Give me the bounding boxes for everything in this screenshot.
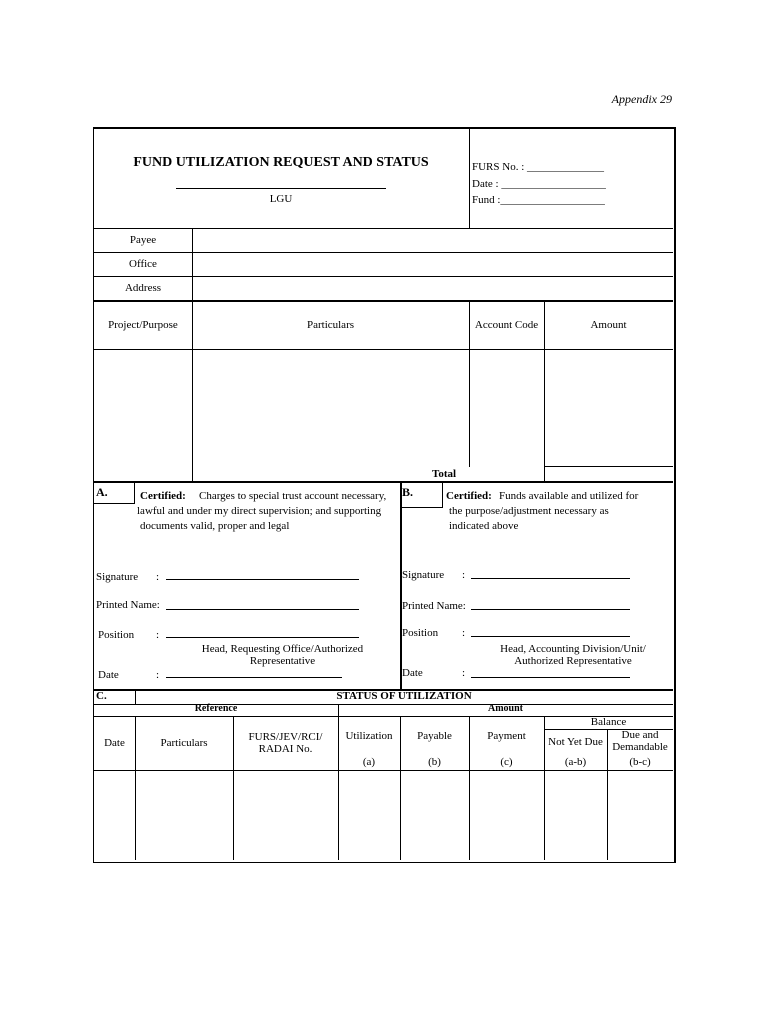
divider	[94, 300, 673, 302]
colon: :	[462, 667, 466, 679]
b-position-label: Position	[402, 627, 439, 639]
c-col-payment: Payment	[487, 730, 526, 742]
divider	[94, 276, 673, 277]
formula-b-c: (b-c)	[629, 756, 651, 768]
position-line	[166, 637, 359, 638]
divider	[94, 228, 673, 229]
section-c-tag: C.	[96, 690, 107, 702]
divider	[94, 349, 673, 350]
a-printed-name-label: Printed Name:	[96, 599, 160, 611]
col-account-code: Account Code	[474, 319, 539, 331]
a-position-label: Position	[98, 629, 135, 641]
c-col-furs-1: FURS/JEV/RCI/	[248, 731, 323, 743]
date-line	[166, 677, 342, 678]
tag-text: B.	[402, 485, 414, 499]
b-printed-name-label: Printed Name:	[402, 600, 466, 612]
lgu-label: LGU	[269, 193, 293, 205]
colon: :	[462, 627, 466, 639]
ab-divider	[400, 482, 402, 689]
payee-divider	[192, 228, 193, 300]
section-b-tag	[402, 483, 443, 508]
divider	[94, 770, 673, 771]
col-amount: Amount	[590, 319, 627, 331]
payee-label: Payee	[129, 234, 157, 246]
b-text1: Funds available and utilized for	[499, 490, 639, 502]
col-divider	[338, 704, 339, 860]
colon: :	[156, 669, 160, 681]
fund-field: Fund :___________________	[472, 194, 605, 206]
b-date-label: Date	[402, 667, 423, 679]
b-signature-label: Signature	[402, 569, 445, 581]
c-col-not-yet-due: Not Yet Due	[548, 736, 603, 748]
status-title: STATUS OF UTILIZATION	[336, 690, 472, 702]
position-line	[471, 636, 630, 637]
signature-line	[166, 579, 359, 580]
c-col-due-1: Due and	[621, 729, 659, 741]
reference-label: Reference	[194, 703, 238, 714]
name-line	[471, 609, 630, 610]
b-certified: Certified:	[446, 490, 492, 502]
divider	[94, 252, 673, 253]
header-divider	[469, 128, 470, 228]
office-label: Office	[129, 258, 157, 270]
date-field: Date : ___________________	[472, 178, 606, 190]
c-col-furs-2: RADAI No.	[258, 743, 313, 755]
b-text3: indicated above	[449, 520, 519, 532]
amount-label: Amount	[487, 703, 523, 714]
formula-c: (c)	[500, 756, 513, 768]
b-text2: the purpose/adjustment necessary as	[449, 505, 609, 517]
c-col-date: Date	[104, 737, 125, 749]
b-role2: Authorized Representative	[514, 655, 632, 667]
a-text3: documents valid, proper and legal	[140, 520, 290, 532]
a-role2: Representative	[249, 655, 316, 667]
section-a-tag	[94, 483, 135, 504]
address-label: Address	[124, 282, 162, 294]
a-certified: Certified:	[140, 490, 186, 502]
c-col-particulars: Particulars	[160, 737, 208, 749]
total-label: Total	[432, 468, 457, 480]
total-box-top	[544, 466, 673, 467]
appendix-label: Appendix 29	[611, 92, 672, 106]
colon: :	[156, 571, 160, 583]
a-signature-label: Signature	[96, 571, 139, 583]
date-line	[471, 677, 630, 678]
a-role1: Head, Requesting Office/Authorized	[201, 643, 364, 655]
c-col-utilization: Utilization	[345, 730, 393, 742]
col-particulars: Particulars	[306, 319, 355, 331]
lgu-line	[176, 188, 386, 189]
a-text1: Charges to special trust account necessary,	[199, 490, 387, 502]
balance-label: Balance	[590, 716, 627, 728]
tag-text: A.	[96, 485, 108, 499]
a-text2: lawful and under my direct supervision; and supporting	[137, 505, 382, 517]
c-col-payable: Payable	[417, 730, 452, 742]
formula-a: (a)	[362, 756, 376, 768]
colon: :	[462, 569, 466, 581]
col-project: Project/Purpose	[108, 319, 178, 331]
c-col-due-2: Demandable	[612, 741, 668, 753]
name-line	[166, 609, 359, 610]
formula-b: (b)	[428, 756, 441, 768]
colon: :	[156, 629, 160, 641]
divider	[94, 481, 673, 483]
form-title: FUND UTILIZATION REQUEST AND STATUS	[133, 155, 429, 170]
furs-no-field: FURS No. : ______________	[472, 161, 605, 173]
a-date-label: Date	[98, 669, 119, 681]
signature-line	[471, 578, 630, 579]
b-role1: Head, Accounting Division/Unit/	[500, 643, 646, 655]
formula-a-b: (a-b)	[564, 756, 587, 768]
